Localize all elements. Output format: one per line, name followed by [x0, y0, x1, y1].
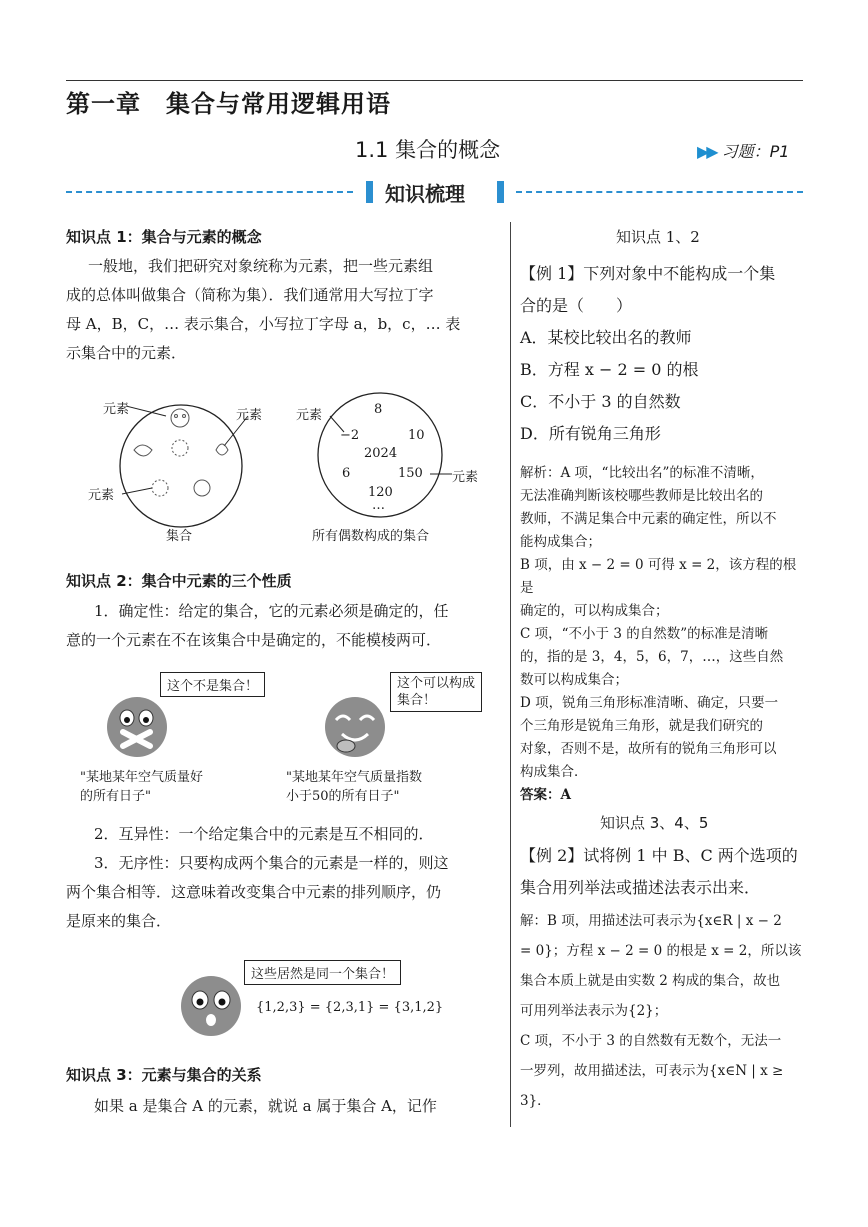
solution-line: C 项，不小于 3 的自然数有无数个，无法一 — [520, 1033, 782, 1049]
double-arrow-icon: ▶▶ — [697, 142, 716, 161]
option-b: B．方程 x − 2 = 0 的根 — [520, 360, 699, 379]
kp345-title: 知识点 3、4、5 — [600, 814, 709, 832]
quote-not-set: "某地某年空气质量好 的所有日子" — [80, 770, 203, 804]
fig2-element-label: 元素 — [296, 408, 323, 423]
fig1-element-label: 元素 — [103, 402, 130, 417]
kp12-title: 知识点 1、2 — [616, 228, 700, 246]
kp1-paragraph — [66, 252, 506, 368]
banner-bar-right — [497, 181, 504, 203]
quote-is-set: "某地某年空气质量指数 小于50的所有日子" — [286, 770, 422, 804]
fig2-caption: 所有偶数构成的集合 — [312, 529, 430, 544]
banner-dash-right — [516, 191, 803, 193]
surprised-face-icon — [178, 972, 248, 1038]
fig1-element-label: 元素 — [88, 488, 115, 503]
kp2-line: 1．确定性：给定的集合，它的元素必须是确定的，任 — [94, 602, 449, 620]
banner-dash-left — [66, 191, 353, 193]
example-1 — [520, 258, 806, 450]
fig1-element-label: 元素 — [236, 408, 263, 423]
kp2-paragraph-2 — [66, 820, 506, 936]
example-2-line: 【例 2】试将例 1 中 B、C 两个选项的 — [520, 846, 798, 865]
example-2-line: 集合用列举法或描述法表示出来． — [520, 878, 761, 897]
fig2-number: 6 — [342, 466, 351, 481]
analysis-line: 个三角形是锐角三角形，就是我们研究的 — [520, 718, 763, 734]
answer: 答案：A — [520, 787, 571, 803]
analysis-line: C 项，“不小于 3 的自然数”的标准是清晰 — [520, 626, 769, 642]
analysis-line: 构成集合． — [520, 764, 588, 780]
set-equation: {1,2,3} = {2,3,1} = {3,1,2} — [256, 1000, 444, 1015]
kp2-title: 知识点 2：集合中元素的三个性质 — [66, 572, 292, 590]
section-title: 1.1 集合的概念 — [355, 138, 501, 162]
option-a: A．某校比较出名的教师 — [520, 328, 692, 347]
kp1-line: 一般地，我们把研究对象统称为元素，把一些元素组 — [88, 257, 434, 275]
speech-bubble-is-set: 这个可以构成 集合！ — [390, 672, 482, 712]
example-1-line: 合的是（ ） — [520, 296, 633, 315]
kp2-line: 2．互异性：一个给定集合中的元素是互不相同的． — [94, 825, 434, 843]
kp2-paragraph — [66, 597, 506, 655]
fig2-number: 120 — [368, 485, 393, 500]
example-2 — [520, 840, 806, 904]
analysis-line: 教师，不满足集合中元素的确定性，所以不 — [520, 511, 777, 527]
chapter-title: 第一章 集合与常用逻辑用语 — [66, 90, 391, 118]
crossed-mouth-face-icon — [104, 694, 174, 760]
speech-bubble-not-set: 这个不是集合！ — [160, 672, 265, 697]
header-rule — [66, 80, 803, 81]
kp3-title: 知识点 3：元素与集合的关系 — [66, 1066, 262, 1084]
fig1-caption: 集合 — [166, 529, 193, 544]
analysis-line: 对象，否则不是，故所有的锐角三角形可以 — [520, 741, 777, 757]
laughing-face-icon — [322, 694, 392, 760]
fig2-number: 8 — [374, 402, 383, 417]
exercise-reference[interactable] — [697, 139, 789, 162]
kp1-line: 示集合中的元素． — [66, 344, 187, 362]
kp1-line: 母 A，B，C，… 表示集合，小写拉丁字母 a，b，c，… 表 — [66, 315, 461, 333]
solution-block — [520, 906, 806, 1116]
fig2-number: 10 — [408, 428, 425, 443]
kp1-title: 知识点 1：集合与元素的概念 — [66, 228, 262, 246]
fig2-number: 2024 — [364, 446, 398, 461]
banner-bar-left — [366, 181, 373, 203]
fig2-number: … — [372, 498, 385, 513]
speech-bubble-same-set: 这些居然是同一个集合！ — [244, 960, 401, 985]
example-1-line: 【例 1】下列对象中不能构成一个集 — [520, 264, 776, 283]
analysis-line: 无法准确判断该校哪些教师是比较出名的 — [520, 488, 763, 504]
solution-line: = 0}；方程 x − 2 = 0 的根是 x = 2，所以该 — [520, 943, 802, 959]
solution-line: 一罗列，故用描述法，可表示为{x∈N | x ≥ — [520, 1063, 784, 1079]
analysis-line: 确定的，可以构成集合； — [520, 603, 669, 619]
kp1-line: 成的总体叫做集合（简称为集）．我们通常用大写拉丁字 — [66, 286, 434, 304]
kp3-line: 如果 a 是集合 A 的元素，就说 a 属于集合 A，记作 — [94, 1097, 437, 1115]
option-d: D．所有锐角三角形 — [520, 424, 661, 443]
solution-line: 集合本质上就是由实数 2 构成的集合，故也 — [520, 973, 781, 989]
analysis-line: 的，指的是 3，4，5，6，7，…，这些自然 — [520, 649, 784, 665]
kp2-line: 是原来的集合． — [66, 912, 172, 930]
analysis-line: 解析：A 项，“比较出名”的标准不清晰， — [520, 465, 764, 481]
banner-title: 知识梳理 — [385, 182, 465, 206]
solution-line: 解：B 项，用描述法可表示为{x∈R | x − 2 — [520, 913, 782, 929]
solution-line: 3}． — [520, 1093, 551, 1109]
column-divider — [510, 222, 511, 1127]
analysis-line: B 项，由 x − 2 = 0 可得 x = 2，该方程的根是 — [520, 557, 797, 596]
analysis-block — [520, 462, 806, 807]
kp2-line: 意的一个元素在不在该集合中是确定的，不能模棱两可． — [66, 631, 442, 649]
solution-line: 可用列举法表示为{2}； — [520, 1003, 668, 1019]
analysis-line: 能构成集合； — [520, 534, 601, 550]
fig2-number: 150 — [398, 466, 423, 481]
fig2-number: −2 — [340, 428, 360, 443]
kp2-line: 两个集合相等．这意味着改变集合中元素的排列顺序，仍 — [66, 883, 442, 901]
option-c: C．不小于 3 的自然数 — [520, 392, 681, 411]
analysis-line: 数可以构成集合； — [520, 672, 628, 688]
kp2-line: 3．无序性：只要构成两个集合的元素是一样的，则这 — [94, 854, 449, 872]
fig2-element-label: 元素 — [452, 470, 479, 485]
analysis-line: D 项，锐角三角形标准清晰、确定，只要一 — [520, 695, 779, 711]
exercise-ref-text: 习题：P1 — [721, 142, 790, 161]
